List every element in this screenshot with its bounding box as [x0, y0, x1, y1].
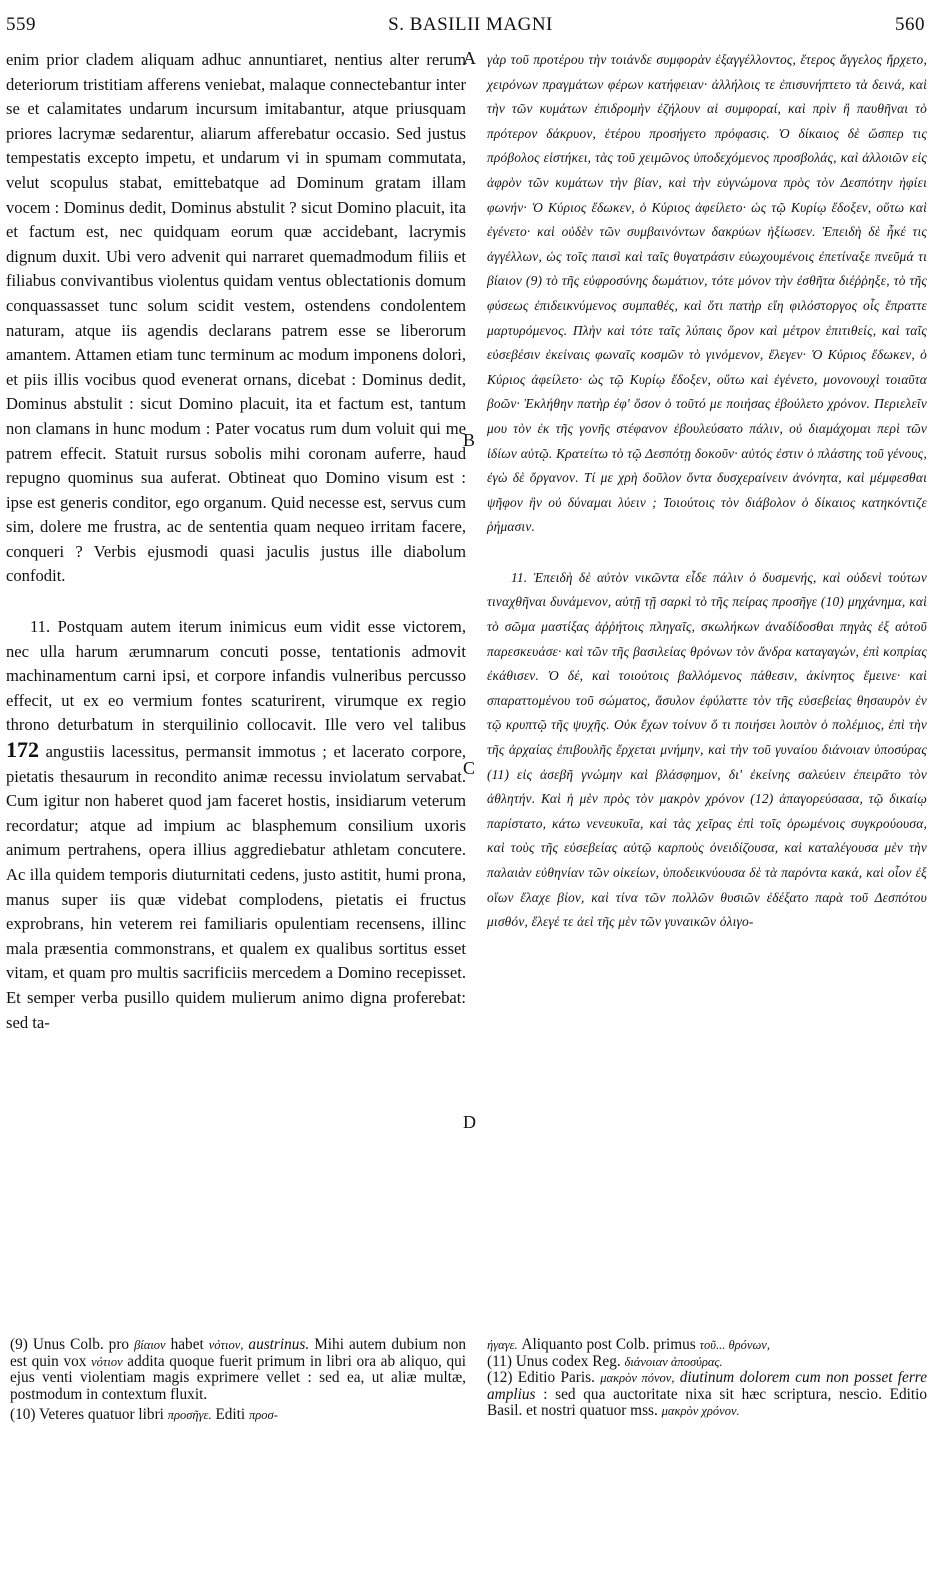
margin-marker-a: A [463, 48, 476, 68]
margin-marker-b: B [463, 430, 476, 450]
footnotes-left [10, 1337, 466, 1424]
latin-paragraph-2-b: angustiis lacessitus, permansit immotus ; et lacerato corpore, pietatis thesaurum in recondito animæ recessu inviolatum servabat. Cum igitur non haberet quod jam faceret hostis, insidiarum veterum recordatur; atque ad impium ac blasphemum consilium uxoris animum pertrahens, opera illius aggrediebatur athletam concutere. Ac illa quidem temporis diuturnitati cedens, justo astitit, humi prona, manus super iis quæ videbat complodens, pietatis ei fructus exprobrans, hin veterem rei familiaris opulentiam recensens, illinc mala præsentia commonstrans, et qualem ex qualibus sortitus esset vitam, et quam pro multis sacrificiis mercedem a Domino recepisset. Et semper verba pusillo quidem mulierum animo digna proferebat: sed ta- [6, 742, 466, 1032]
latin-paragraph-1: enim prior cladem aliquam adhuc annuntiaret, nentius alter rerum deteriorum tristitiam afferens veniebat, malaque connectebantur inter se et calamitates undarum incursum imitabantur, atque priusquam priores lacrymæ sedarentur, aliarum afferebatur occasio. Sed justus tempestatis excepto impetu, et undarum vi in spumam commutata, velut scopulus stabat, emittebatque ad Dominum gratam illam vocem : Dominus dedit, Dominus abstulit ? sicut Domino placuit, ita et factum est, nec quidquam eorum quæ accidebant, lacrymis dignum duxit. Ubi vero advenit qui narraret quemadmodum filiis et filiabus convivantibus violentus quidam ventus oblectationis domum conquassasset tunc solum scidit vestem, ostendens condolentem naturam, atque iis agendis declarans patrem esse se liberorum amantem. Attamen etiam tunc terminum ac modum imponens dolori, et piis illis vocibus quod evenerat ornans, dicebat : Dominus dedit, Dominus abstulit : sicut Domino placuit, ita et factum est, tantum non clamans in hunc modum : Pater vocatus rum dum voluit qui me patrem effecit. Statuit rursus sobolis mihi coronam auferre, haud repugno quominus sua auferat. Obtineat quo Domino visum est : ipse est generis conditor, ego organum. Quid necesse est, servus cum sim, dolere me frustra, ac de sententia quam nequeo irritam facere, conqueri ? Verbis ejusmodi quasi jaculis justus ille diabolum confodit. [6, 50, 466, 586]
column-number: 172 [6, 737, 39, 763]
greek-column [487, 48, 927, 935]
footnote-10-continued: ήγαγε. Aliquanto post Colb. primus τοῦ... θρόνων, [487, 1336, 770, 1353]
footnote-12: (12) Editio Paris. μακρὸν πόνον, diutinum dolorem cum non posset ferre amplius : sed qua auctoritate nixa sit hæc scriptura, nescio. Editio Basil. et nostri quatuor mss. μακρὸν χρόνον. [487, 1369, 928, 1420]
page-number-right: 560 [895, 14, 925, 35]
footnote-11: (11) Unus codex Reg. διάνοιαν ἀποσύρας. [487, 1352, 723, 1370]
footnote-10: (10) Veteres quatuor libri προσῆγε. Editi προσ- [10, 1406, 278, 1424]
latin-paragraph-2-a: 11. Postquam autem iterum inimicus eum vidit esse victorem, nec ulla harum ærumnarum concuti posse, tentationis admovit machinamentum carni ipsi, et corpore infandis vulneribus percusso effecit, ut ex eo vermium fontes scaturirent, virumque ex regio throno deturbatum in sterquilinio collocavit. Ille vero vel talibus [6, 617, 466, 735]
margin-marker-c: C [463, 758, 476, 778]
latin-column [6, 48, 466, 1035]
footnotes-right [487, 1337, 927, 1420]
greek-paragraph-1: γὰρ τοῦ προτέρου τὴν τοιάνδε συμφορὰν ἐξαγγέλλοντος, ἕτερος ἄγγελος ἤρχετο, χειρόνων πραγμάτων φέρων κατήφειαν· ἀλλήλοις τε ἐπισυνήπτετο τὰ δεινά, καὶ τὴν τῶν κυμάτων ἐπιδρομὴν ἐζήλουν αἱ συμφοραί, καὶ πρὶν ἢ παυθῆναι τὸ πρότερον δάκρυον, ἑτέρου προσήγετο πρόφασις. Ὁ δίκαιος δὲ ὥσπερ τις πρόβολος εἱστήκει, τὰς τοῦ χειμῶνος ὑποδεχόμενος προσβολάς, καὶ ἀλλοιῶν εἰς ἀφρὸν τῶν κυμάτων τὴν βίαν, καὶ τὴν εὐγνώμονα πρὸς τὸν Δεσπότην ἠφίει φωνήν· Ὁ Κύριος ἔδωκεν, ὁ Κύριος ἀφείλετο· ὡς τῷ Κυρίῳ ἔδοξεν, οὕτω καὶ ἐγένετο· καὶ οὐδὲν τῶν συμβαινόντων δακρύων ἠξίωσεν. Ἐπειδὴ δὲ ἧκέ τις ἀγγέλλων, ὡς τοῖς παισὶ καὶ ταῖς θυγατράσιν εὐωχουμένοις ἐπετίναξε πνεῦμά τι βίαιον (9) τὸ τῆς εὐφροσύνης δωμάτιον, τότε μόνον τὴν ἐσθῆτα διέῤῥηξε, τὸ τῆς φύσεως ἐπιδεικνύμενος συμπαθές, καὶ ὅτι πατὴρ εἴη φιλόστοργος οἷς ἔπραττε μαρτυρόμενος. Πλὴν καὶ τότε ταῖς λύπαις ὅρον καὶ μέτρον ἐπιτιθείς, καὶ ταῖς εὐσεβέσιν ἐκείναις φωναῖς κοσμῶν τὸ γινόμενον, ἔλεγεν· Ὁ Κύριος ἔδωκεν, ὁ Κύριος ἀφείλετο· ὡς τῷ Κυρίῳ ἔδοξεν, οὕτω καὶ ἐγένετο, μονονουχὶ τοιαῦτα βοῶν· Ἐκλήθην πατὴρ ἐφ' ὅσον ὁ τοῦτό με ποιήσας ἐβούλετο χρόνον. Περιελεῖν μου τὸν ἐκ τῆς γονῆς στέφανον ἐβουλεύσατο πάλιν, οὐ διαμάχομαι περὶ τῶν ἰδίων αὐτῷ. Κρατείτω τὸ τῷ Δεσπότῃ δοκοῦν· αὐτός ἐστιν ὁ πλάστης τοῦ γένους, ἐγὼ δὲ ὄργανον. Τί με χρὴ δοῦλον ὄντα δυσχεραίνειν ἀνόνητα, καὶ μέμφεσθαι ψῆφον ἣν οὐ δύναμαι λύειν ; Τοιούτοις τὸν διάβολον ὁ δίκαιος κατηκόντιζε ῥήμασιν. [487, 52, 927, 535]
greek-paragraph-2: 11. Ἐπειδὴ δὲ αὐτὸν νικῶντα εἶδε πάλιν ὁ δυσμενής, καὶ οὐδενὶ τούτων τιναχθῆναι δυνάμενον, αὐτῇ τῇ σαρκὶ τὸ τῆς πείρας προσῆγε (10) μηχάνημα, καὶ τὸ σῶμα μαστίξας ἀῤῥήτοις πληγαῖς, σκωλήκων ἀναδίδοσθαι πηγὰς ἐξ αὐτοῦ παρεσκευάσε· καὶ τῶν τῆς βασιλείας θρόνων τὸν ἄνδρα καταγαγών, ἐπὶ κοπρίας ἐκάθισεν. Ὁ δέ, καὶ τοιούτοις βαλλόμενος πάθεσιν, ἀκίνητος ἔμεινε· καὶ σπαραττομένου τοῦ σώματος, ἄσυλον ἐφύλαττε τὸν τῆς εὐσεβείας θησαυρὸν ἐν τῷ κρυπτῷ τῆς ψυχῆς. Οὐκ ἔχων τοίνυν ὅ τι ποιήσει λοιπὸν ὁ πολέμιος, ἐπὶ τὴν τῆς ἀρχαίας ἐπιβουλῆς ἔρχεται μνήμην, καὶ τὴν τοῦ γυναίου διάνοιαν ὑποσύρας (11) εἰς ἀσεβῆ γνώμην καὶ βλάσφημον, δι' ἐκείνης σαλεύειν ἐπειρᾶτο τὸν ἀθλητήν. Καὶ ἡ μὲν πρὸς τὸν μακρὸν χρόνον (12) ἀπαγορεύσασα, τῷ δικαίῳ παρίστατο, κάτω νενευκυῖα, καὶ τὰς χεῖρας ἐπὶ τοῖς ὁρωμένοις συγκρούουσα, καὶ τοὺς τῆς εὐσεβείας αὐτῷ καρποὺς ὀνειδίζουσα, καὶ καταλέγουσα μὲν τὴν παλαιὰν εὐθηνίαν τῶν οἰκείων, ὑποδεικνύουσα δὲ τὰ παρόντα κακά, καὶ οἷον ἐξ οἵων ἔλαχε βίον, καὶ τίνα τῶν πολλῶν θυσιῶν ἐδέξατο παρὰ τοῦ Δεσπότου μισθόν, ἔλεγέ τε ἀεὶ τῆς μὲν τῶν γυναικῶν ὀλιγο- [487, 569, 927, 930]
footnote-9: (9) Unus Colb. pro βίαιον habet νότιον, austrinus. Mihi autem dubium non est quin vox νότιον addita quoque fuerit primum in libri ora ab aliquo, qui ejus venti violentiam magis exprimere vellet : sed ea, ut aliæ multæ, postmodum in contextum fluxit. [10, 1336, 467, 1403]
page-number-left: 559 [6, 14, 36, 35]
margin-marker-d: D [463, 1112, 476, 1132]
latin-paragraph-2 [6, 615, 466, 1035]
running-title: S. BASILII MAGNI [388, 14, 553, 35]
